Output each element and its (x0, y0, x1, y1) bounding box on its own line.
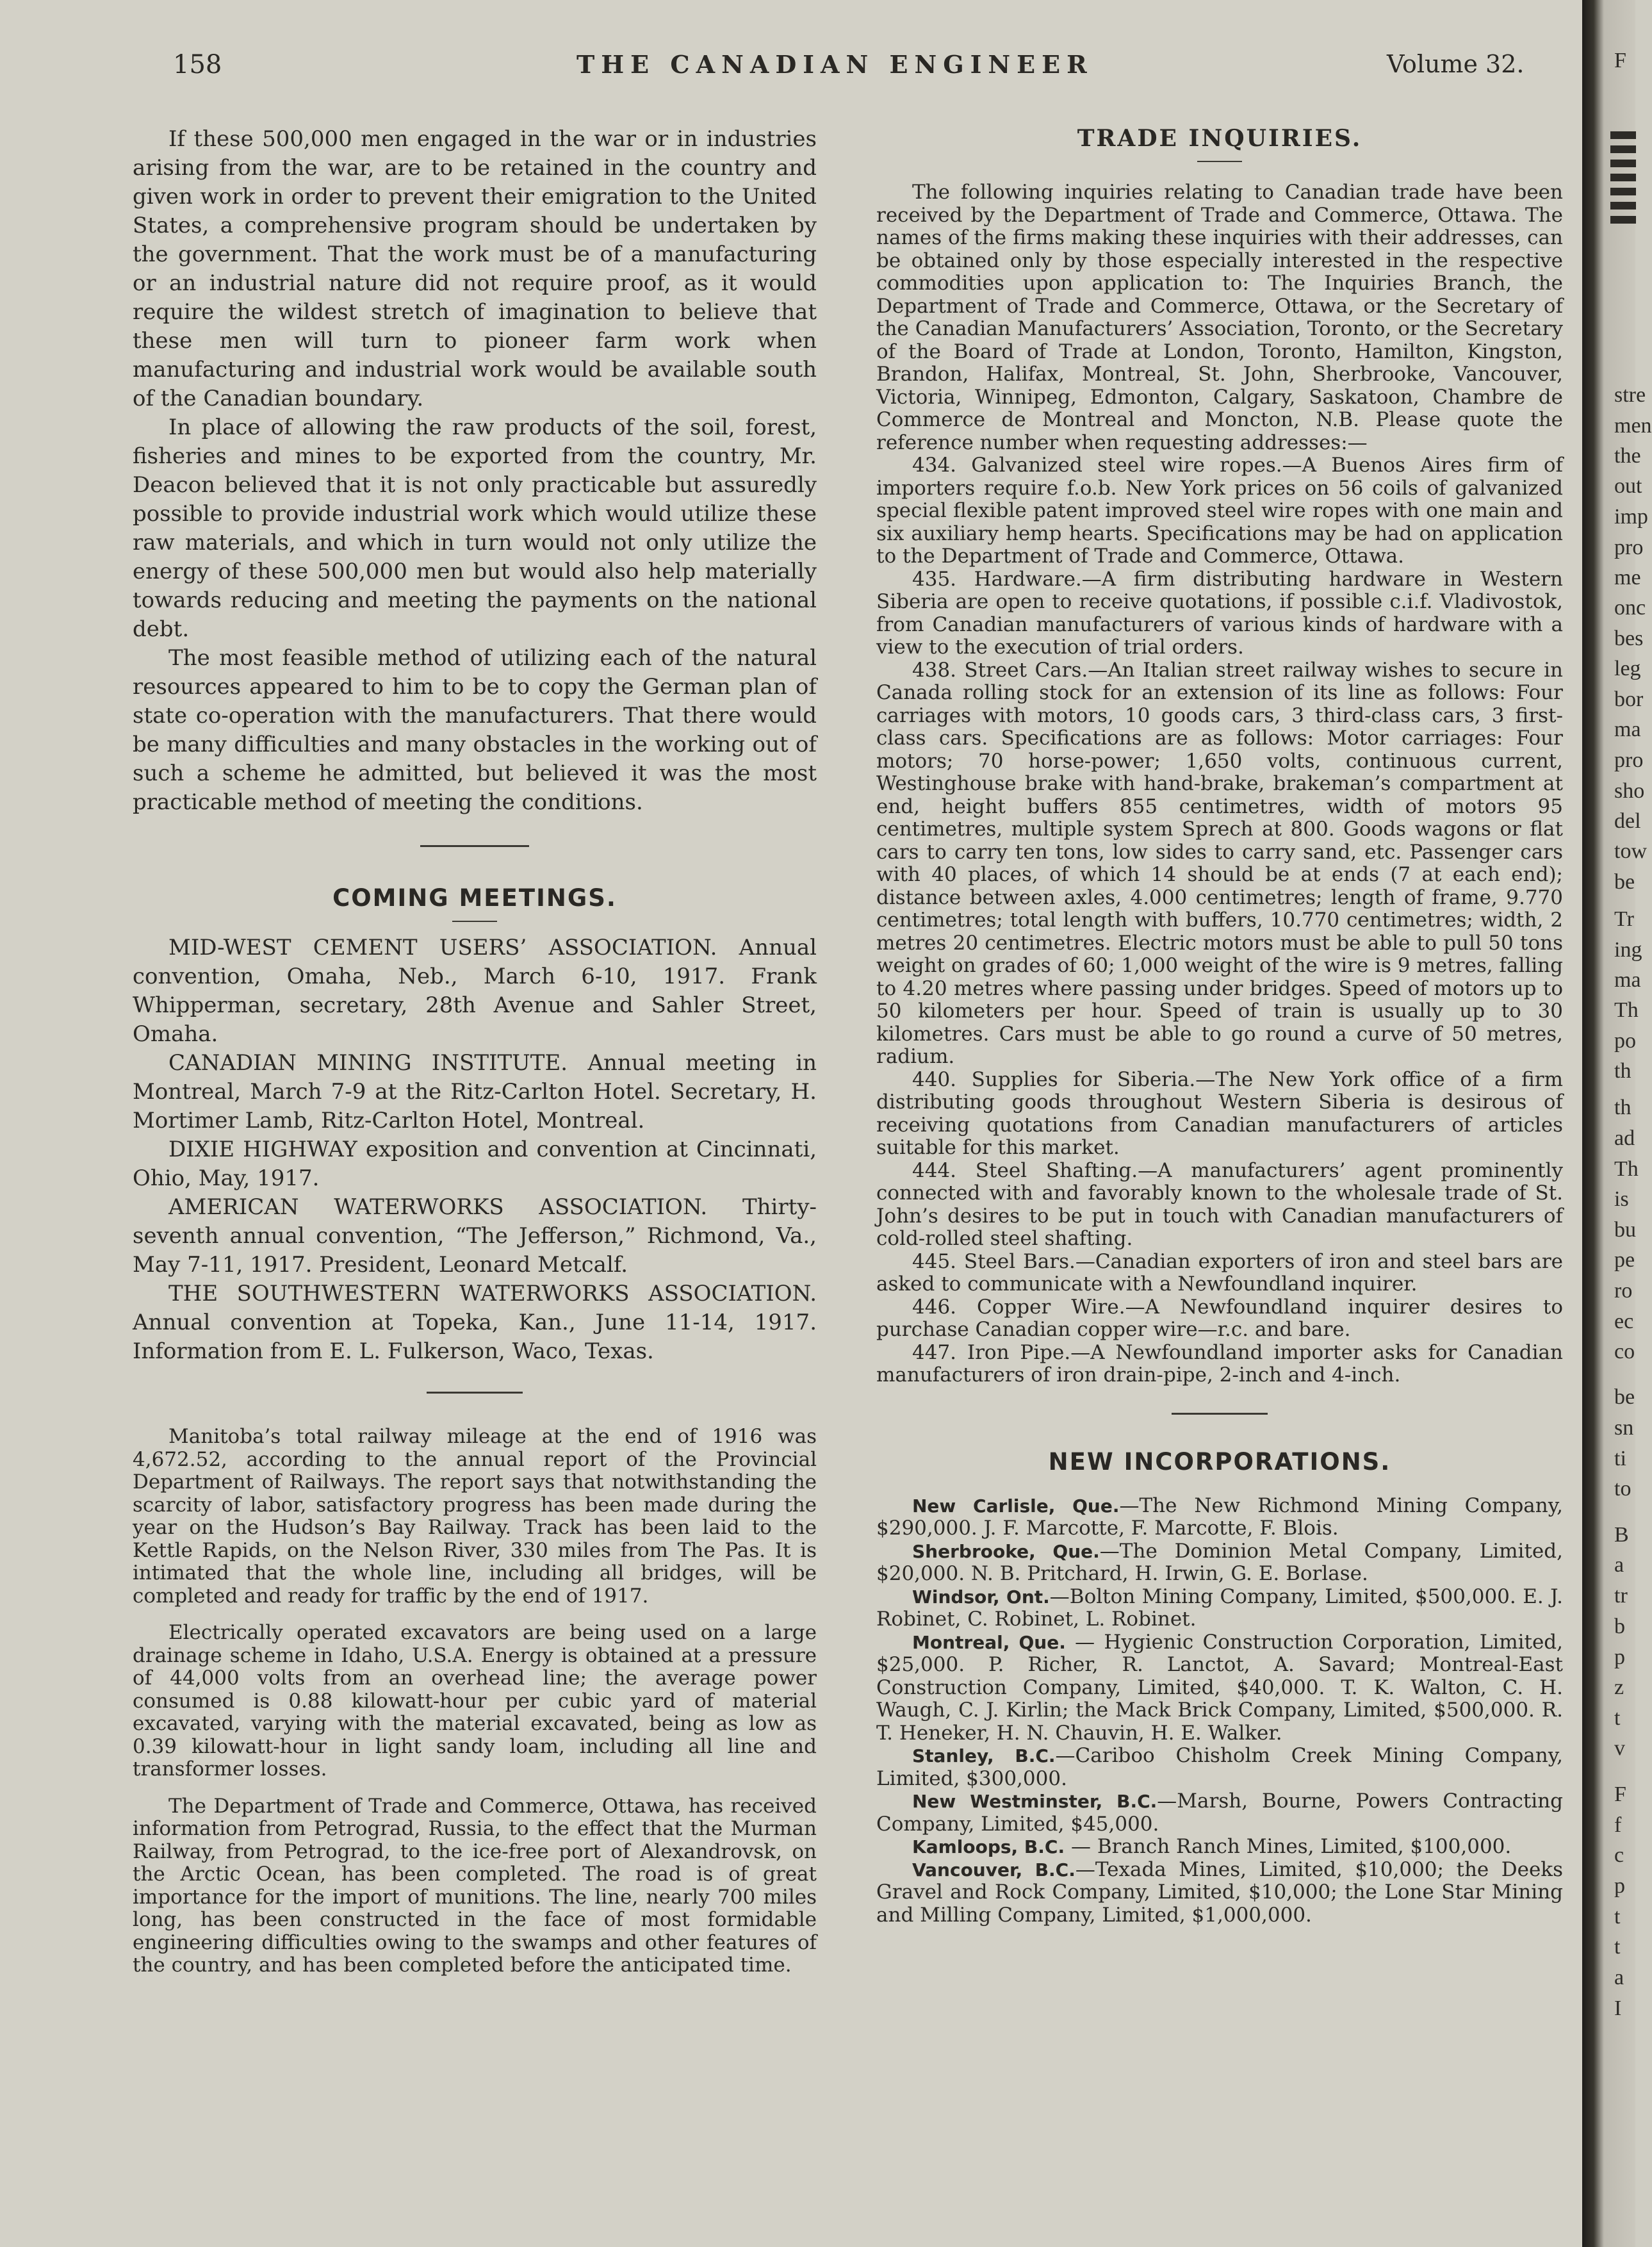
adjacent-page-fragment: tow (1614, 839, 1647, 863)
new-incorporations-heading: NEW INCORPORATIONS. (1048, 1447, 1391, 1476)
incorporation-item (876, 1790, 1563, 1836)
inquiry-item: 444. Steel Shafting.—A manufacturers’ agent prominently connected with and favorably known to the wholesale trade of St. John’s desires to be put in touch with Canadian manufacturers of cold-rolled steel shafting. (876, 1158, 1563, 1250)
adjacent-page-fragment: stre (1614, 383, 1646, 407)
page-number: 158 (173, 50, 222, 79)
adjacent-page-fragment: leg (1614, 657, 1641, 680)
adjacent-page-fragment: t (1614, 1706, 1621, 1730)
adjacent-page-fragment: be (1614, 1385, 1635, 1409)
incorporation-place: New Carlisle, Que. (912, 1495, 1120, 1517)
adjacent-page-fragment: p (1614, 1645, 1625, 1669)
incorporation-place: Windsor, Ont. (912, 1586, 1050, 1608)
news-note: Electrically operated excavators are being used on a large drainage scheme in Idaho, U.S.A. Energy is obtained at a pressure of 44,000 volts from an overhead line; the average power consumed is 0.88 kilowatt-hour per cubic yard of material excavated, varying with the material excavated, being as low as 0.39 kilowatt-hour in light sandy loam, including all line and transformer losses. (133, 1621, 817, 1781)
meeting-details: exposition and convention at Cincinnati, Ohio, May, 1917. (133, 1137, 817, 1191)
publication-title: THE CANADIAN ENGINEER (577, 50, 1093, 79)
incorporation-place: Sherbrooke, Que. (912, 1540, 1100, 1562)
intro-paragraph: If these 500,000 men engaged in the war or in industries arising from the war, are to be retained in the country and given work in order to prevent their emigration to the United States, a comprehensive program should be undertaken by the government. That the work must be of a manufacturing or an industrial nature did not require proof, as it would require the wildest stretch of imagination to believe that these men will turn to pioneer farm work when manufacturing and industrial work would be available south of the Canadian boundary. (133, 126, 817, 411)
incorporation-place: Kamloops, B.C. (912, 1836, 1065, 1857)
adjacent-page-fragment: th (1614, 1096, 1632, 1119)
adjacent-page-graphic (1610, 131, 1636, 259)
adjacent-page-fragment: pe (1614, 1248, 1635, 1272)
heading-rule (452, 921, 497, 922)
heading-rule (1197, 161, 1242, 162)
incorporation-place: Stanley, B.C. (912, 1745, 1056, 1766)
incorporation-details: — Branch Ranch Mines, Limited, $100,000. (1065, 1835, 1512, 1858)
adjacent-page-fragment: bes (1614, 627, 1644, 650)
adjacent-page-fragment: f (1614, 1813, 1622, 1837)
adjacent-page-fragment: th (1614, 1059, 1632, 1083)
inquiry-item: 440. Supplies for Siberia.—The New York office of a firm distributing goods throughout Western Siberia is desirous of receiving quotations from Canadian manufacturers of articles suitable for this market. (876, 1067, 1563, 1159)
trade-inquiries-heading: TRADE INQUIRIES. (1077, 125, 1362, 152)
adjacent-page-fragment: men (1614, 414, 1652, 438)
meeting-item (133, 1280, 817, 1366)
adjacent-page-fragment: z (1614, 1675, 1624, 1699)
incorporation-details: —Texada Mines, Limited, $10,000; the Deeks Gravel and Rock Company, Limited, $10,000; the Lone Star Mining and Milling Company, Limited, $1,000,000. (876, 1857, 1563, 1927)
adjacent-page-fragment: bor (1614, 687, 1644, 711)
incorporation-item (876, 1495, 1563, 1540)
incorporation-details: —Marsh, Bourne, Powers Contracting Company, Limited, $45,000. (876, 1790, 1563, 1836)
adjacent-page-fragment: me (1614, 566, 1641, 589)
incorporation-details: —The New Richmond Mining Company, $290,000. J. F. Marcotte, F. Marcotte, F. Blois. (876, 1494, 1563, 1540)
adjacent-page-fragment: F (1614, 1782, 1626, 1806)
adjacent-page-fragment: onc (1614, 596, 1646, 620)
adjacent-page-fragment: ing (1614, 938, 1642, 962)
meeting-name: AMERICAN WATERWORKS ASSOCIATION. (168, 1194, 708, 1220)
meeting-item (133, 1135, 817, 1193)
adjacent-page-fragment: t (1614, 1935, 1621, 1959)
coming-meetings-heading: COMING MEETINGS. (332, 884, 617, 912)
adjacent-page-fragment: ti (1614, 1447, 1626, 1470)
incorporation-place: New Westminster, B.C. (912, 1791, 1157, 1812)
adjacent-page-fragment: bu (1614, 1218, 1636, 1242)
meeting-details: Thirty-seventh annual convention, “The Jefferson,” Richmond, Va., May 7-11, 1917. President, Leonard Metcalf. (133, 1194, 817, 1278)
volume-label: Volume 32. (1387, 50, 1525, 78)
meeting-details: Annual convention at Topeka, Kan., June 11-14, 1917. Information from E. L. Fulkerson, Waco, Texas. (133, 1310, 817, 1364)
incorporation-details: —Bolton Mining Company, Limited, $500,000. E. J. Robinet, C. Robinet, L. Robinet. (876, 1584, 1563, 1631)
page-header (0, 50, 1582, 88)
adjacent-page-fragment: Th (1614, 1157, 1639, 1181)
incorporation-details: —Cariboo Chisholm Creek Mining Company, Limited, $300,000. (876, 1744, 1563, 1790)
adjacent-page-fragment: pro (1614, 748, 1644, 772)
adjacent-page-fragment: a (1614, 1553, 1624, 1577)
meeting-item (133, 1193, 817, 1280)
meeting-name: DIXIE HIGHWAY (168, 1137, 357, 1162)
inquiry-item: 446. Copper Wire.—A Newfoundland inquirer desires to purchase Canadian copper wire—r.c. and bare. (876, 1295, 1563, 1341)
inquiry-item: 434. Galvanized steel wire ropes.—A Buenos Aires firm of importers require f.o.b. New York prices on 56 coils of galvanized special flexible patent improved steel wire ropes with one main and six auxiliary hemp hearts. Specifications may be had on application to the Department of Trade and Commerce, Ottawa. (876, 454, 1563, 568)
adjacent-page-fragment: ma (1614, 718, 1641, 741)
incorporation-item (876, 1586, 1563, 1631)
meeting-details: Annual meeting in Montreal, March 7-9 at the Ritz-Carlton Hotel. Secretary, H. Mortimer Lamb, Ritz-Carlton Hotel, Montreal. (133, 1050, 817, 1133)
adjacent-page-fragment: ma (1614, 968, 1641, 992)
intro-paragraph: The most feasible method of utilizing each of the natural resources appeared to him to be to copy the German plan of state co-operation with the manufacturers. That there would be many difficulties and many obstacles in the working out of such a scheme he admitted, but believed it was the most practicable method of meeting the conditions. (133, 645, 817, 815)
meeting-name: THE SOUTHWESTERN WATERWORKS ASSOCIATION. (168, 1281, 817, 1306)
adjacent-page-fragment: del (1614, 809, 1641, 833)
inquiry-item: 447. Iron Pipe.—A Newfoundland importer asks for Canadian manufacturers of iron drain-pipe, 2-inch and 4-inch. (876, 1340, 1563, 1387)
incorporation-item (876, 1859, 1563, 1927)
adjacent-page-fragment: F (1614, 49, 1626, 72)
adjacent-page-fragment: sho (1614, 779, 1645, 803)
adjacent-page-fragment: po (1614, 1029, 1636, 1053)
inquiry-item: 435. Hardware.—A firm distributing hardware in Western Siberia are open to receive quotations, if possible c.i.f. Vladivostok, from Canadian manufacturers of various kinds of hardware with a view to the execution of trial orders. (876, 567, 1563, 659)
adjacent-page-fragment: a (1614, 1966, 1624, 1989)
adjacent-page-fragment: ad (1614, 1126, 1635, 1150)
adjacent-page-fragment: ro (1614, 1279, 1633, 1303)
incorporation-place: Montreal, Que. (912, 1631, 1066, 1653)
adjacent-page-fragment: p (1614, 1874, 1625, 1898)
adjacent-page-fragment: Tr (1614, 907, 1634, 931)
news-note: The Department of Trade and Commerce, Ottawa, has received information from Petrograd, Russia, to the effect that the Murman Railway, from Petrograd, to the ice-free port of Alexandrovsk, on the Arctic Ocean, has been completed. The road is of great importance for the import of munitions. The line, nearly 700 miles long, has been constructed in the face of most formidable engineering difficulties owing to the swamps and other features of the country, and has been completed before the anticipated time. (133, 1794, 817, 1977)
adjacent-page-fragment: imp (1614, 505, 1648, 529)
adjacent-page-fragment: sn (1614, 1416, 1634, 1440)
meetings-list (133, 934, 817, 1366)
inquiry-item: 438. Street Cars.—An Italian street railway wishes to secure in Canada rolling stock for an extension of its line as follows: Four carriages with motors, 10 goods cars, 3 third-class cars, 3 first-class cars. Specifications are as follows: Motor carriages: Four motors; 70 horse-power; 1,650 volts, continuous current, Westinghouse brake with hand-brake, brakeman’s compartment at end, height buffers 855 centimetres, width of motors 95 centimetres, multiple system Sprech at 800. Goods wagons or flat cars to carry ten tons, low sides to carry sand, etc. Passenger cars with 40 places, of which 14 should be at ends (7 at each end); distance between axles, 4.000 centimetres; length of frame, 9.770 centimetres; total length with buffers, 10.770 centimetres; width, 2 metres 20 centimetres. Electric motors must be able to pull 50 tons weight on grades of 60; 1,000 weight of the wire is 9 metres, falling to 4.20 metres where passing under bridges. Speed of motors up to 50 kilometers per hour. Speed of train is usually up to 30 kilometres. Cars must be able to go round a curve of 50 metres, radium. (876, 658, 1563, 1068)
incorporations-list (876, 1495, 1563, 1927)
incorporation-details: —The Dominion Metal Company, Limited, $20,000. N. B. Pritchard, H. Irwin, G. E. Borlase. (876, 1539, 1563, 1585)
adjacent-page-fragment: Th (1614, 998, 1639, 1022)
adjacent-page-fragment: B (1614, 1523, 1629, 1547)
adjacent-page-fragment: c (1614, 1843, 1624, 1867)
adjacent-page-fragment: co (1614, 1340, 1635, 1363)
incorporation-item (876, 1745, 1563, 1790)
adjacent-page-fragment: b (1614, 1615, 1625, 1638)
adjacent-page-fragment: I (1614, 1996, 1622, 2020)
trade-inquiries-intro: The following inquiries relating to Canadian trade have been received by the Department of Trade and Commerce, Ottawa. The names of the firms making these inquiries with their addresses, can be obtained only by those especially interested in the respective commodities upon application to: The Inquiries Branch, the Department of Trade and Commerce, Ottawa, or the Secretary of the Canadian Manufacturers’ Association, Toronto, or the Secretary of the Board of Trade at London, Toronto, Hamilton, Kingston, Brandon, Halifax, Montreal, St. John, Sherbrooke, Vancouver, Victoria, Winnipeg, Edmonton, Calgary, Saskatoon, Chambre de Commerce de Montreal and Moncton, N.B. Please quote the reference number when requesting addresses:— (876, 181, 1563, 454)
incorporation-item (876, 1631, 1563, 1745)
adjacent-page-fragment: v (1614, 1736, 1625, 1760)
inquiry-item: 445. Steel Bars.—Canadian exporters of iron and steel bars are asked to communicate with a Newfoundland inquirer. (876, 1249, 1563, 1296)
adjacent-page-fragment: the (1614, 444, 1641, 468)
news-notes (133, 1426, 817, 1977)
meeting-details: Annual convention, Omaha, Neb., March 6-10, 1917. Frank Whipperman, secretary, 28th Avenue and Sahler Street, Omaha. (133, 935, 817, 1047)
adjacent-page-fragment: pro (1614, 536, 1644, 559)
adjacent-page-fragment: tr (1614, 1584, 1628, 1608)
inquiries-list (876, 454, 1563, 1387)
adjacent-page-fragment: is (1614, 1187, 1629, 1211)
meeting-name: CANADIAN MINING INSTITUTE. (168, 1050, 568, 1076)
news-note: Manitoba’s total railway mileage at the end of 1916 was 4,672.52, according to the annual report of the Provincial Department of Railways. The report says that notwithstanding the scarcity of labor, satisfactory progress has been made during the year on the Hudson’s Bay Railway. Track has been laid to the Kettle Rapids, on the Nelson River, 330 miles from The Pas. It is intimated that the whole line, including all bridges, will be completed and ready for traffic by the end of 1917. (133, 1425, 817, 1608)
adjacent-page-fragment: t (1614, 1905, 1621, 1929)
adjacent-page-fragment: be (1614, 870, 1635, 894)
meeting-name: MID-WEST CEMENT USERS’ ASSOCIATION. (168, 935, 717, 960)
incorporation-item (876, 1540, 1563, 1586)
incorporation-item (876, 1836, 1563, 1859)
left-column (133, 125, 817, 1977)
meeting-item (133, 1049, 817, 1135)
right-column (876, 125, 1563, 1927)
incorporation-place: Vancouver, B.C. (912, 1859, 1075, 1881)
intro-paragraph: In place of allowing the raw products of the soil, forest, fisheries and mines to be exported from the country, Mr. Deacon believed that it is not only practicable but assuredly possible to provide industrial work which would utilize these raw materials, and which in turn would not only utilize the energy of these 500,000 men but would also help materially towards reducing and meeting the payments on the national debt. (133, 415, 817, 642)
adjacent-page-fragment: ec (1614, 1310, 1634, 1333)
adjacent-page-fragment: out (1614, 474, 1642, 498)
incorporation-details: — Hygienic Construction Corporation, Limited, $25,000. P. Richer, R. Lanctot, A. Savard; Montreal-East Construction Company, Limited, $40,000. T. K. Walton, C. H. Waugh, C. J. Kirlin; the Mack Brick Company, Limited, $500,000. R. T. Heneker, H. N. Chauvin, H. E. Walker. (876, 1630, 1564, 1745)
adjacent-page-fragment: to (1614, 1477, 1632, 1501)
meeting-item (133, 934, 817, 1049)
binding-gutter (1582, 0, 1652, 2247)
